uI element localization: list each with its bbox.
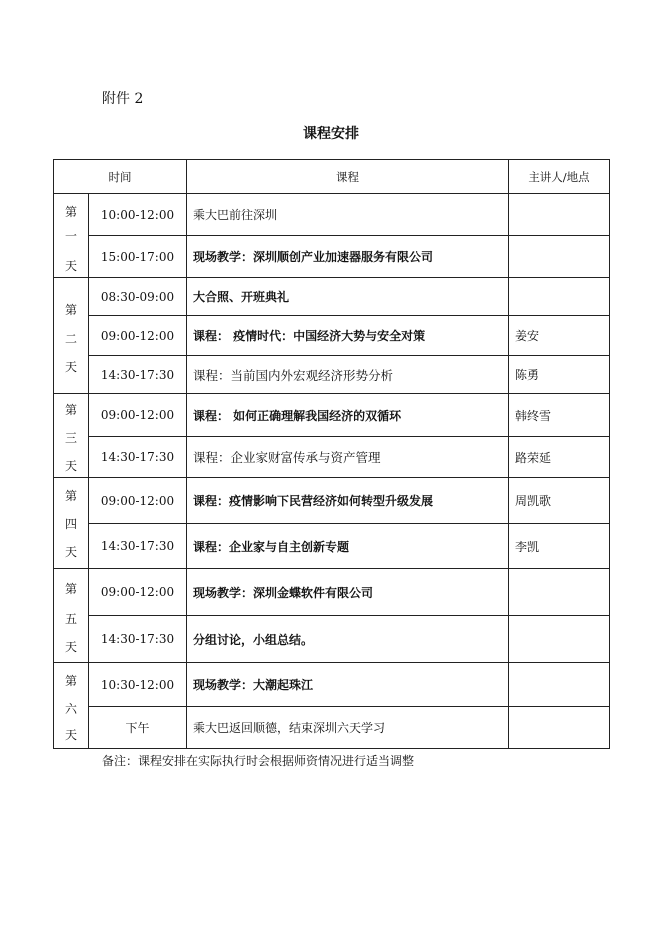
day-char: 天 [64,259,77,273]
day-label [54,663,89,749]
header-time: 时间 [54,160,187,194]
session-time: 10:00-12:00 [89,194,187,236]
day-char: 三 [64,431,77,445]
session-course: 现场教学：深圳金蝶软件有限公司 [187,569,509,616]
day-char: 天 [64,545,77,559]
day-char: 天 [64,640,77,654]
day-label [54,394,89,478]
session-time: 15:00-17:00 [89,236,187,278]
session-time: 14:30-17:30 [89,524,187,569]
day-char: 第 [64,205,77,219]
page-title: 课程安排 [303,126,359,142]
footnote: 备注：课程安排在实际执行时会根据师资情况进行适当调整 [102,754,415,768]
session-course: 课程：当前国内外宏观经济形势分析 [187,356,509,394]
session-speaker: 路荣延 [509,437,610,478]
session-speaker: 李凯 [509,524,610,569]
session-speaker [509,194,610,236]
day-char: 第 [64,403,77,417]
table-row [54,707,610,749]
session-course: 大合照、开班典礼 [187,278,509,316]
table-header-row [54,160,610,194]
session-course: 课程：企业家财富传承与资产管理 [187,437,509,478]
table-row [54,394,610,437]
session-time: 14:30-17:30 [89,616,187,663]
session-course: 分组讨论，小组总结。 [187,616,509,663]
table-row [54,316,610,356]
session-time: 下午 [89,707,187,749]
attachment-label: 附件 2 [102,91,144,107]
session-speaker: 韩终雪 [509,394,610,437]
session-time: 08:30-09:00 [89,278,187,316]
day-char: 第 [64,674,77,688]
day-char: 四 [64,517,77,531]
session-course: 乘大巴返回顺德，结束深圳六天学习 [187,707,509,749]
day-char: 六 [64,702,77,716]
day-label [54,478,89,569]
header-speaker: 主讲人/地点 [509,160,610,194]
session-time: 14:30-17:30 [89,356,187,394]
session-time: 09:00-12:00 [89,316,187,356]
session-speaker [509,236,610,278]
day-char: 天 [64,360,77,374]
table-row [54,478,610,524]
schedule-table [53,159,610,749]
session-course: 课程： 如何正确理解我国经济的双循环 [187,394,509,437]
session-time: 10:30-12:00 [89,663,187,707]
day-char: 天 [64,728,77,742]
table-row [54,524,610,569]
day-char: 二 [64,332,77,346]
day-char: 第 [64,489,77,503]
table-row [54,236,610,278]
header-course: 课程 [187,160,509,194]
session-time: 09:00-12:00 [89,394,187,437]
session-speaker: 陈勇 [509,356,610,394]
session-course: 课程：企业家与自主创新专题 [187,524,509,569]
day-label [54,569,89,663]
session-time: 09:00-12:00 [89,478,187,524]
day-label [54,278,89,394]
day-char: 五 [64,612,77,626]
session-course: 现场教学：深圳顺创产业加速器服务有限公司 [187,236,509,278]
table-row [54,278,610,316]
session-time: 14:30-17:30 [89,437,187,478]
table-row [54,437,610,478]
session-speaker [509,707,610,749]
day-char: 天 [64,459,77,473]
day-char: 一 [64,229,77,243]
table-row [54,616,610,663]
day-char: 第 [64,303,77,317]
session-course: 课程：疫情影响下民营经济如何转型升级发展 [187,478,509,524]
session-speaker: 周凯歌 [509,478,610,524]
table-row [54,356,610,394]
session-course: 乘大巴前往深圳 [187,194,509,236]
session-speaker [509,663,610,707]
session-speaker [509,278,610,316]
table-row [54,663,610,707]
session-speaker [509,569,610,616]
session-speaker: 姜安 [509,316,610,356]
session-time: 09:00-12:00 [89,569,187,616]
day-char: 第 [64,582,77,596]
session-course: 课程： 疫情时代：中国经济大势与安全对策 [187,316,509,356]
day-label [54,194,89,278]
session-course: 现场教学：大潮起珠江 [187,663,509,707]
session-speaker [509,616,610,663]
table-row [54,194,610,236]
table-row [54,569,610,616]
